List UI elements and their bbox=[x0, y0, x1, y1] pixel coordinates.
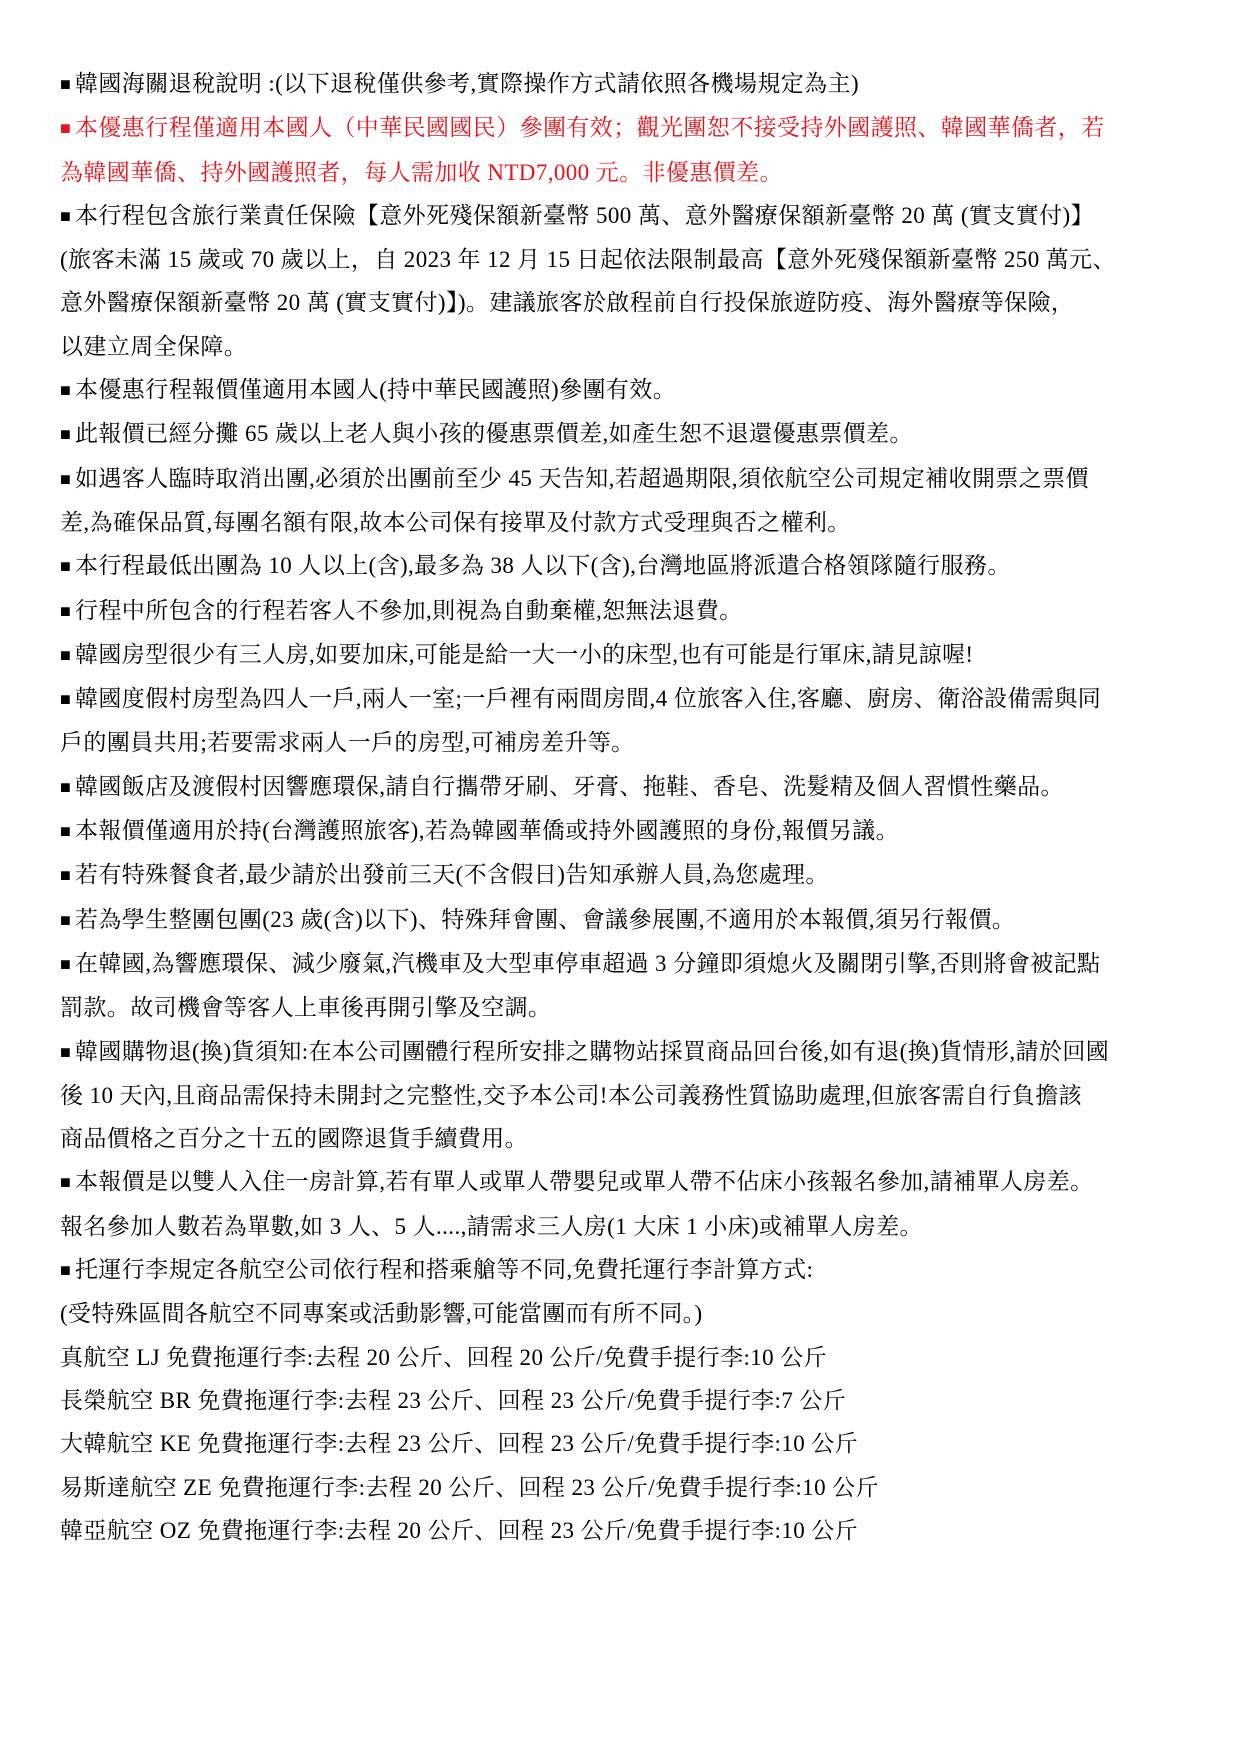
note-domestic-only: ■ 本優惠行程報價僅適用本國人(持中華民國護照)參團有效。 bbox=[60, 368, 1190, 412]
note-resort-rooms: ■ 韓國度假村房型為四人一戶,兩人一室;一戶裡有兩間房間,4 位旅客入住,客廳、廚房、衛浴設備需與同 戶的團員共用;若要需求兩人一戶的房型,可補房差升等。 bbox=[60, 677, 1190, 765]
note-special-meals: ■ 若有特殊餐食者,最少請於出發前三天(不含假日)告知承辦人員,為您處理。 bbox=[60, 853, 1190, 897]
airline-baggage-list bbox=[60, 1336, 1190, 1552]
note-passport-quote: ■ 本報價僅適用於持(台灣護照旅客),若為韓國華僑或持外國護照的身份,報價另議。 bbox=[60, 809, 1190, 853]
note-discount-fare: ■ 此報價已經分攤 65 歲以上老人與小孩的優惠票價差,如產生恕不退還優惠票價差。 bbox=[60, 412, 1190, 456]
bullet-square-icon: ■ bbox=[60, 118, 72, 139]
note-tax-refund: ■ 韓國海關退稅說明 :(以下退稅僅供參考,實際操作方式請依照各機場規定為主) bbox=[60, 62, 1190, 106]
list-item: 韓亞航空 OZ 免費拖運行李:去程 20 公斤、回程 23 公斤/免費手提行李:10 公斤 bbox=[60, 1517, 859, 1543]
bullet-square-icon: ■ bbox=[60, 1041, 72, 1062]
bullet-square-icon: ■ bbox=[60, 953, 72, 974]
note-idling-rule: ■ 在韓國,為響應環保、減少廢氣,汽機車及大型車停車超過 3 分鐘即須熄火及關閉引擎,否則將會被記點 罰款。故司機會等客人上車後再開引擎及空調。 bbox=[60, 942, 1190, 1030]
bullet-square-icon: ■ bbox=[60, 556, 72, 577]
bullet-square-icon: ■ bbox=[60, 74, 72, 94]
note-insurance: ■ 本行程包含旅行業責任保險【意外死殘保額新臺幣 500 萬、意外醫療保額新臺幣 20 萬 (實支實付)】 (旅客未滿 15 歲或 70 歲以上，自 2023 年 12 月 15 日起依法限制最高【意外死殘保額新臺幣 250 萬元、 意外醫療保額新臺幣 20 萬 (實支實付)】)。建議旅客於啟程前自行投保旅遊防疫、海外醫療等保險， 以建立周全保障。 bbox=[60, 194, 1190, 368]
note-room-type: ■ 韓國房型很少有三人房,如要加床,可能是給一大一小的床型,也有可能是行軍床,請見諒喔! bbox=[60, 633, 1190, 677]
list-item: 易斯達航空 ZE 免費拖運行李:去程 20 公斤、回程 23 公斤/免費手提行李:10 公斤 bbox=[60, 1474, 879, 1500]
note-toiletries: ■ 韓國飯店及渡假村因響應環保,請自行攜帶牙刷、牙膏、拖鞋、香皂、洗髮精及個人習慣性藥品。 bbox=[60, 765, 1190, 809]
note-single-supplement: ■ 本報價是以雙人入住一房計算,若有單人或單人帶嬰兒或單人帶不佔床小孩報名參加,請補單人房差。 報名參加人數若為單數,如 3 人、5 人....,請需求三人房(1 大床 1 小床)或補單人房差。 bbox=[60, 1160, 1190, 1248]
bullet-square-icon: ■ bbox=[60, 468, 72, 489]
note-no-refund: ■ 行程中所包含的行程若客人不參加,則視為自動棄權,恕無法退費。 bbox=[60, 589, 1190, 633]
bullet-square-icon: ■ bbox=[60, 776, 72, 797]
bullet-square-icon: ■ bbox=[60, 821, 72, 842]
bullet-square-icon: ■ bbox=[60, 644, 72, 665]
note-group-size: ■ 本行程最低出團為 10 人以上(含),最多為 38 人以下(含),台灣地區將派遣合格領隊隨行服務。 bbox=[60, 544, 1190, 588]
bullet-square-icon: ■ bbox=[60, 1172, 72, 1193]
bullet-square-icon: ■ bbox=[60, 689, 72, 710]
bullet-square-icon: ■ bbox=[60, 1260, 72, 1281]
bullet-square-icon: ■ bbox=[60, 865, 72, 886]
list-item: 真航空 LJ 免費拖運行李:去程 20 公斤、回程 20 公斤/免費手提行李:10 公斤 bbox=[60, 1344, 828, 1370]
note-student-groups: ■ 若為學生整團包團(23 歲(含)以下)、特殊拜會團、會議參展團,不適用於本報價,須另行報價。 bbox=[60, 898, 1190, 942]
list-item: 長榮航空 BR 免費拖運行李:去程 23 公斤、回程 23 公斤/免費手提行李:7 公斤 bbox=[60, 1387, 847, 1413]
bullet-square-icon: ■ bbox=[60, 380, 72, 401]
note-foreign-passport-surcharge: ■ 本優惠行程僅適用本國人（中華民國國民）參團有效；觀光團恕不接受持外國護照、韓國華僑者，若 為韓國華僑、持外國護照者，每人需加收 NTD7,000 元。非優惠價差。 bbox=[60, 106, 1190, 194]
note-cancellation: ■ 如遇客人臨時取消出團,必須於出團前至少 45 天告知,若超過期限,須依航空公司規定補收開票之票價 差,為確保品質,每團名額有限,故本公司保有接單及付款方式受理與否之權利。 bbox=[60, 457, 1190, 545]
bullet-square-icon: ■ bbox=[60, 424, 72, 445]
bullet-square-icon: ■ bbox=[60, 600, 72, 621]
bullet-square-icon: ■ bbox=[60, 205, 72, 226]
list-item: 大韓航空 KE 免費拖運行李:去程 23 公斤、回程 23 公斤/免費手提行李:10 公斤 bbox=[60, 1431, 859, 1457]
document-body bbox=[60, 62, 1190, 1552]
bullet-square-icon: ■ bbox=[60, 909, 72, 930]
note-shopping-returns: ■ 韓國購物退(換)貨須知:在本公司團體行程所安排之購物站採買商品回台後,如有退(換)貨情形,請於回國 後 10 天內,且商品需保持未開封之完整性,交予本公司!本公司義務性質協助處理,但旅客需自行負擔該 商品價格之百分之十五的國際退貨手續費用。 bbox=[60, 1030, 1190, 1161]
note-baggage-rules: ■ 托運行李規定各航空公司依行程和搭乘艙等不同,免費托運行李計算方式: (受特殊區間各航空不同專案或活動影響,可能當團而有所不同。) bbox=[60, 1248, 1190, 1336]
